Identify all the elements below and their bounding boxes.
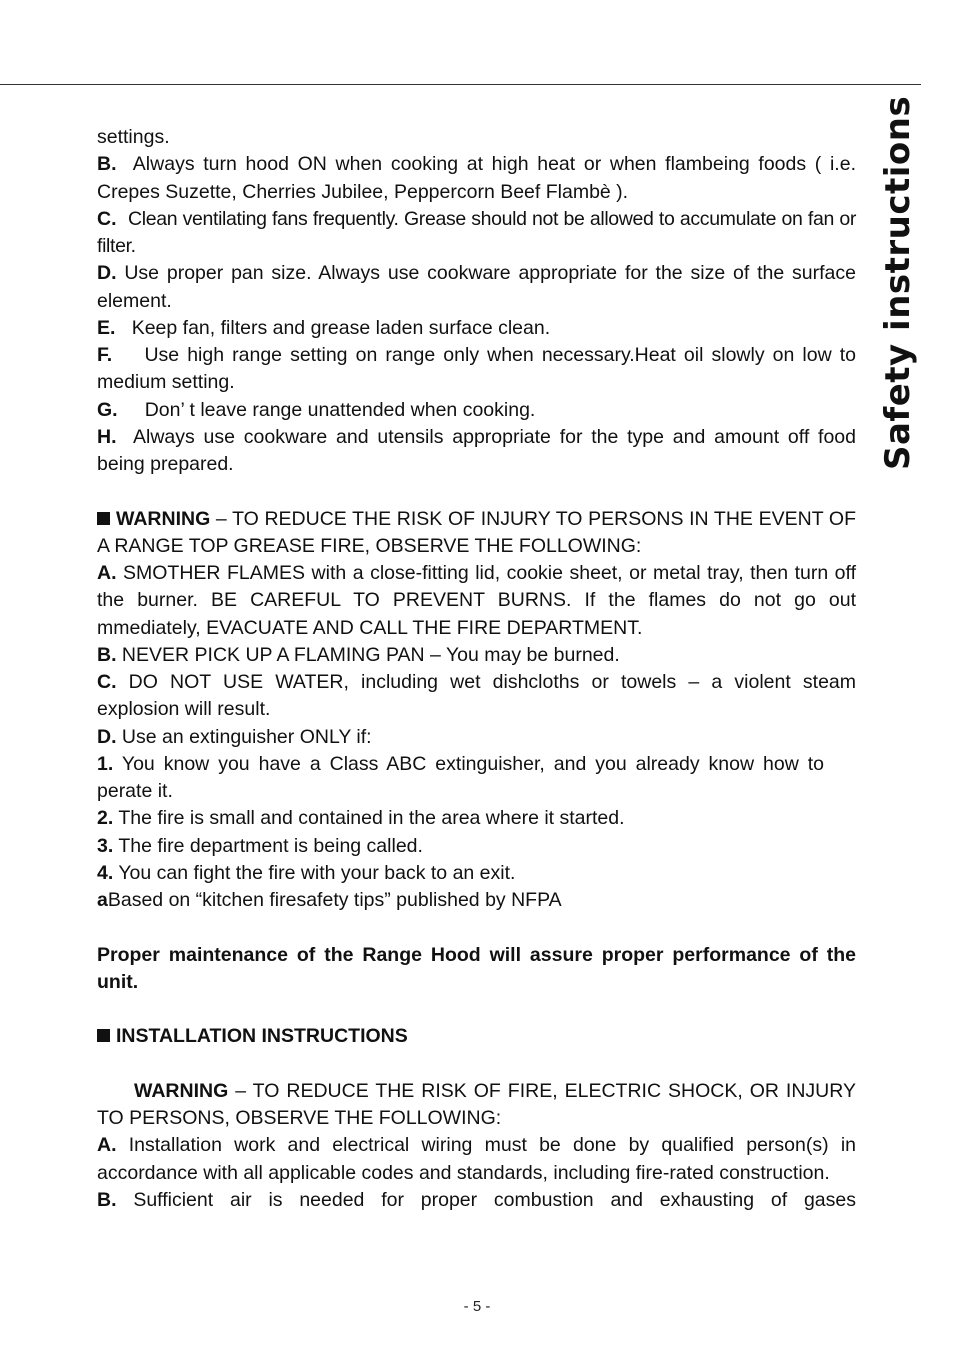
item-label: A. — [97, 562, 117, 584]
section-side-title: Safety instructions — [878, 95, 918, 470]
list-item: A. SMOTHER FLAMES with a close-fitting lid, cookie sheet, or metal tray, then turn off the burner. BE CAREFUL TO PREVENT BURNS. If the flames do not go out mmediately, EVACUATE AND CALL THE FIRE DEPARTMENT. — [97, 562, 856, 639]
item-label: 4. — [97, 861, 114, 884]
item-label: H. — [97, 425, 117, 448]
list-item: 1. You know you have a Class ABC extinguisher, and you already know how toperate it. — [97, 752, 824, 802]
item-label: D. — [97, 262, 117, 285]
item-label: C. — [97, 207, 117, 230]
list-item: 4. You can fight the fire with your back to an exit. — [97, 861, 516, 884]
warning-title: WARNING — [134, 1079, 229, 1102]
item-label: F. — [97, 344, 113, 366]
item-label: C. — [97, 671, 117, 693]
list-item: D. Use an extinguisher ONLY if: — [97, 725, 372, 748]
note-marker: a — [97, 889, 108, 911]
list-item: C. DO NOT USE WATER, including wet dishcloths or towels – a violent steam explosion will result. — [97, 671, 857, 721]
document-body — [97, 124, 856, 1214]
item-label: E. — [97, 316, 116, 339]
item-label: B. — [97, 153, 117, 176]
item-label: 3. — [97, 834, 114, 857]
list-item: settings. — [97, 126, 170, 148]
item-label: A. — [97, 1134, 117, 1157]
list-item: 3. The fire department is being called. — [97, 834, 423, 857]
bullet-square-icon — [97, 512, 110, 525]
item-label: G. — [97, 398, 118, 421]
warning-paragraph: WARNING – TO REDUCE THE RISK OF FIRE, ELECTRIC SHOCK, OR INJURY TO PERSONS, OBSERVE THE FOLLOWING: — [97, 1079, 856, 1129]
warning-title: WARNING — [116, 507, 211, 530]
list-item: G. Don’ t leave range unattended when cooking. — [97, 398, 536, 421]
header-rule — [0, 84, 921, 85]
source-note: aBased on “kitchen firesafety tips” published by NFPA — [97, 889, 562, 911]
list-item: C. Clean ventilating fans frequently. Grease should not be allowed to accumulate on fan or filter. — [97, 207, 857, 257]
maintenance-note: Proper maintenance of the Range Hood will assure proper performance of the unit. — [97, 943, 856, 993]
bullet-square-icon — [97, 1029, 110, 1042]
list-item: E. Keep fan, filters and grease laden surface clean. — [97, 316, 551, 339]
list-item: A. Installation work and electrical wiring must be done by qualified person(s) in accordance with all applicable codes and standards, including fire-rated construction. — [97, 1134, 856, 1184]
list-item: F. Use high range setting on range only when necessary.Heat oil slowly on low to medium setting. — [97, 344, 857, 394]
item-label: B. — [97, 1188, 117, 1211]
item-label: 2. — [97, 807, 114, 830]
list-item: B. Always turn hood ON when cooking at high heat or when flambeing foods ( i.e. Crepes Suzette, Cherries Jubilee, Peppercorn Beef Flambè ). — [97, 153, 856, 203]
list-item: B. Sufficient air is needed for proper combustion and exhausting of gases — [97, 1188, 856, 1211]
page-number: - 5 - — [463, 1298, 491, 1315]
list-item: D. Use proper pan size. Always use cookware appropriate for the size of the surface element. — [97, 262, 856, 312]
warning-paragraph: WARNING – TO REDUCE THE RISK OF INJURY TO PERSONS IN THE EVENT OF A RANGE TOP GREASE FIRE, OBSERVE THE FOLLOWING: — [97, 507, 856, 557]
list-item: 2. The fire is small and contained in the area where it started. — [97, 807, 625, 830]
item-label: B. — [97, 643, 117, 666]
list-item: H. Always use cookware and utensils appropriate for the type and amount off food being prepared. — [97, 425, 856, 475]
item-label: 1. — [97, 752, 114, 775]
list-item: B. NEVER PICK UP A FLAMING PAN – You may be burned. — [97, 643, 620, 666]
item-label: D. — [97, 725, 117, 748]
section-heading: INSTALLATION INSTRUCTIONS — [97, 1023, 856, 1050]
